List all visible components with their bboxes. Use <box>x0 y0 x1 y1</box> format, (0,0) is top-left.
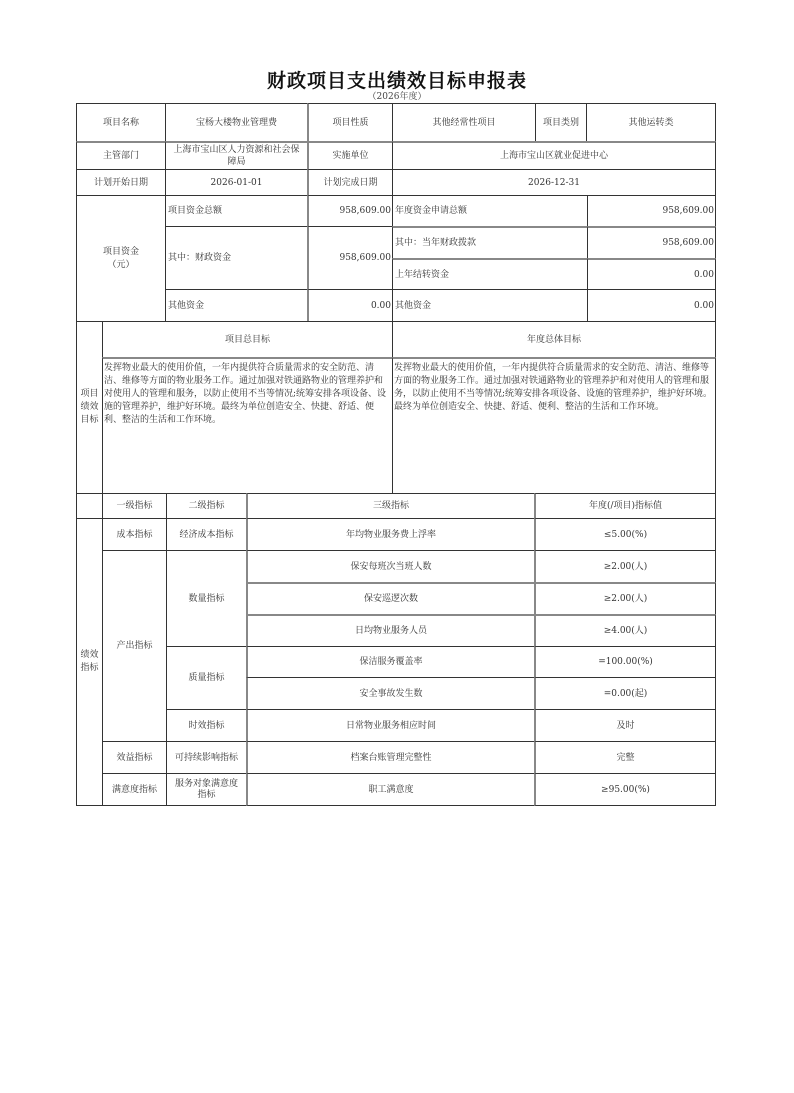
label-line: 指标 <box>80 663 99 673</box>
level2-text: 经济成本指标 <box>179 529 234 540</box>
overall-goal-header <box>102 321 393 358</box>
indicator-name: 年均物业服务费上浮率 <box>345 529 436 540</box>
value-text: 其他运转类 <box>628 117 674 128</box>
goal-text: 发挥物业最大的使用价值，一年内提供符合质量需求的安全防范、清洁、维修等方面的物业服务工作。通过加强对铁通路物业的管理养护和对使用人的管理和服务，以防止使用不当等情况;统筹安排各项设备、设施的管理养护，维护好环境。最终为单位创造安全、快捷、舒适、便利、整洁的生活和工作环境。 <box>104 363 387 425</box>
indicator-value: 及时 <box>616 720 635 731</box>
indicator-value: =100.00(%) <box>598 657 653 667</box>
header-level2 <box>166 493 247 519</box>
start-date-value <box>165 169 308 196</box>
indicator-row-name <box>246 518 535 551</box>
funds-fiscal-value <box>307 226 393 290</box>
project-name-label <box>76 103 166 142</box>
label-text: 项目类别 <box>542 117 579 128</box>
annual-total-label <box>392 195 588 227</box>
indicator-name: 日均物业服务人员 <box>354 626 427 636</box>
header-text: 二级指标 <box>188 501 225 511</box>
value-text: 上海市宝山区就业促进中心 <box>499 151 608 161</box>
indicator-row-name <box>246 709 535 742</box>
annual-other-value <box>587 289 716 322</box>
indicator-row-value <box>534 550 716 583</box>
label-line: 目标 <box>80 415 99 425</box>
label-text: 上年结转资金 <box>395 269 450 280</box>
indicator-name: 档案台账管理完整性 <box>350 752 432 763</box>
dept-label <box>76 141 166 170</box>
funds-fiscal-label <box>165 226 308 290</box>
indicator-row-name <box>246 773 535 806</box>
header-level3 <box>246 493 535 519</box>
header-text: 三级指标 <box>372 501 409 511</box>
indicator-value: ≥2.00(人) <box>603 594 648 604</box>
project-name-value <box>165 103 308 142</box>
level1-text: 产出指标 <box>116 641 153 651</box>
project-category-label <box>535 103 587 142</box>
indicator-name: 保洁服务覆盖率 <box>359 657 423 667</box>
label-text: 其他资金 <box>168 300 205 311</box>
level1-output <box>102 550 167 742</box>
value-text: 958,609.00 <box>662 238 714 248</box>
indicator-value: ≥2.00(人) <box>603 561 648 572</box>
value-text: 上海市宝山区人力资源和社会保障局 <box>173 145 300 167</box>
label-text: 其中：当年财政拨款 <box>395 238 477 248</box>
level2-sustainable <box>166 741 247 774</box>
label-text: 主管部门 <box>102 151 139 161</box>
start-date-label <box>76 169 166 196</box>
indicator-value: =0.00(起) <box>603 688 648 699</box>
indicator-name: 日常物业服务相应时间 <box>345 720 436 731</box>
year-subtitle: （2026年度） <box>367 92 427 102</box>
annual-total-value <box>587 195 716 227</box>
header-text: 项目总目标 <box>224 334 270 345</box>
indicators-section-label <box>76 518 103 806</box>
indicator-value: ≥4.00(人) <box>603 626 648 636</box>
indicator-row-value <box>534 582 716 615</box>
indicator-row-name <box>246 582 535 615</box>
value-text: 宝杨大楼物业管理费 <box>195 117 277 128</box>
value-text: 0.00 <box>693 269 714 280</box>
level1-cost <box>102 518 167 551</box>
header-value <box>534 493 716 519</box>
indicator-row-name <box>246 646 535 678</box>
label-text: 年度资金申请总额 <box>395 206 468 216</box>
label-line: 项目资金 <box>102 246 139 257</box>
indicator-row-name <box>246 677 535 710</box>
level2-quality <box>166 646 247 710</box>
indicator-name: 职工满意度 <box>368 784 414 795</box>
dept-value <box>165 141 308 170</box>
level2-text: 指标 <box>197 789 216 800</box>
indicator-row-value <box>534 709 716 742</box>
level2-text: 服务对象满意度 <box>174 778 238 789</box>
carryover-label <box>392 258 588 290</box>
overall-goal-text <box>102 357 393 494</box>
indicator-row-value <box>534 614 716 647</box>
annual-goal-header <box>392 321 716 358</box>
level2-text: 可持续影响指标 <box>174 752 238 763</box>
indicator-value: ≥95.00(%) <box>601 784 650 795</box>
annual-goal-text <box>392 357 716 494</box>
goal-text: 发挥物业最大的使用价值，一年内提供符合质量需求的安全防范、清洁、维修等方面的物业服务工作。通过加强对铁通路物业的管理养护和对使用人的管理和服务，以防止使用不当等情况;统筹安排各项设备、设施的管理养护，维护好环境。最终为单位创造安全、快捷、舒适、便利、整洁的生活和工作环境。 <box>394 363 713 412</box>
indicator-row-value <box>534 518 716 551</box>
label-text: 实施单位 <box>332 151 369 161</box>
value-text: 958,609.00 <box>662 206 714 216</box>
value-text: 0.00 <box>370 300 391 311</box>
value-text: 其他经常性项目 <box>432 117 496 128</box>
level1-text: 满意度指标 <box>111 784 157 795</box>
indicator-row-value <box>534 773 716 806</box>
header-text: 年度总体目标 <box>526 334 581 345</box>
end-date-label <box>307 169 393 196</box>
label-text: 其他资金 <box>395 300 432 311</box>
level2-text: 质量指标 <box>188 673 225 683</box>
level2-text: 数量指标 <box>188 593 225 604</box>
level1-satisfaction <box>102 773 167 806</box>
indicator-row-name <box>246 741 535 774</box>
indicator-row-value <box>534 677 716 710</box>
indicator-name: 安全事故发生数 <box>359 688 423 699</box>
page-title: 财政项目支出绩效目标申报表 <box>266 70 527 92</box>
funds-label <box>76 195 166 322</box>
value-text: 2026-12-31 <box>528 177 580 188</box>
value-text: 958,609.00 <box>339 206 391 216</box>
project-nature-label <box>307 103 393 142</box>
funds-other-label <box>165 289 308 322</box>
level2-economic-cost <box>166 518 247 551</box>
label-text: 项目性质 <box>332 117 369 128</box>
level2-quantity <box>166 550 247 647</box>
funds-other-value <box>307 289 393 322</box>
label-text: 项目资金总额 <box>168 206 223 216</box>
indicator-name: 保安巡逻次数 <box>363 594 418 604</box>
label-text: 计划开始日期 <box>93 177 148 188</box>
label-line: 绩效 <box>80 650 99 660</box>
level1-text: 效益指标 <box>116 752 153 763</box>
label-text: 计划完成日期 <box>323 177 378 188</box>
level1-benefit <box>102 741 167 774</box>
annual-other-label <box>392 289 588 322</box>
header-text: 年度(/项目)指标值 <box>588 501 663 511</box>
project-nature-value <box>392 103 536 142</box>
value-text: 958,609.00 <box>339 253 391 263</box>
funds-total-label <box>165 195 308 227</box>
project-category-value <box>586 103 716 142</box>
indicator-value: ≤5.00(%) <box>603 529 648 540</box>
level1-text: 成本指标 <box>116 529 153 540</box>
header-level1 <box>102 493 167 519</box>
indicator-row-name <box>246 614 535 647</box>
carryover-value <box>587 258 716 290</box>
indicator-row-value <box>534 646 716 678</box>
indicator-name: 保安每班次当班人数 <box>350 561 432 572</box>
level2-service-satisfaction <box>166 773 247 806</box>
level2-timeliness <box>166 709 247 742</box>
level2-text: 时效指标 <box>188 720 225 731</box>
header-text: 一级指标 <box>116 501 153 511</box>
funds-total-value <box>307 195 393 227</box>
label-line: 绩效 <box>80 402 99 412</box>
label-text: 项目名称 <box>102 117 139 128</box>
indicator-row-value <box>534 741 716 774</box>
value-text: 2026-01-01 <box>210 177 263 188</box>
impl-unit-value <box>392 141 716 170</box>
label-line: 项目 <box>80 389 99 399</box>
label-text: 其中：财政资金 <box>168 253 232 263</box>
label-line: （元） <box>107 259 135 270</box>
end-date-value <box>392 169 716 196</box>
value-text: 0.00 <box>693 300 714 311</box>
annual-fiscal-value <box>587 226 716 259</box>
indicators-header-blank <box>76 493 103 519</box>
annual-fiscal-label <box>392 226 588 259</box>
indicator-row-name <box>246 550 535 583</box>
impl-unit-label <box>307 141 393 170</box>
indicator-value: 完整 <box>616 752 635 763</box>
goals-label <box>76 321 103 494</box>
